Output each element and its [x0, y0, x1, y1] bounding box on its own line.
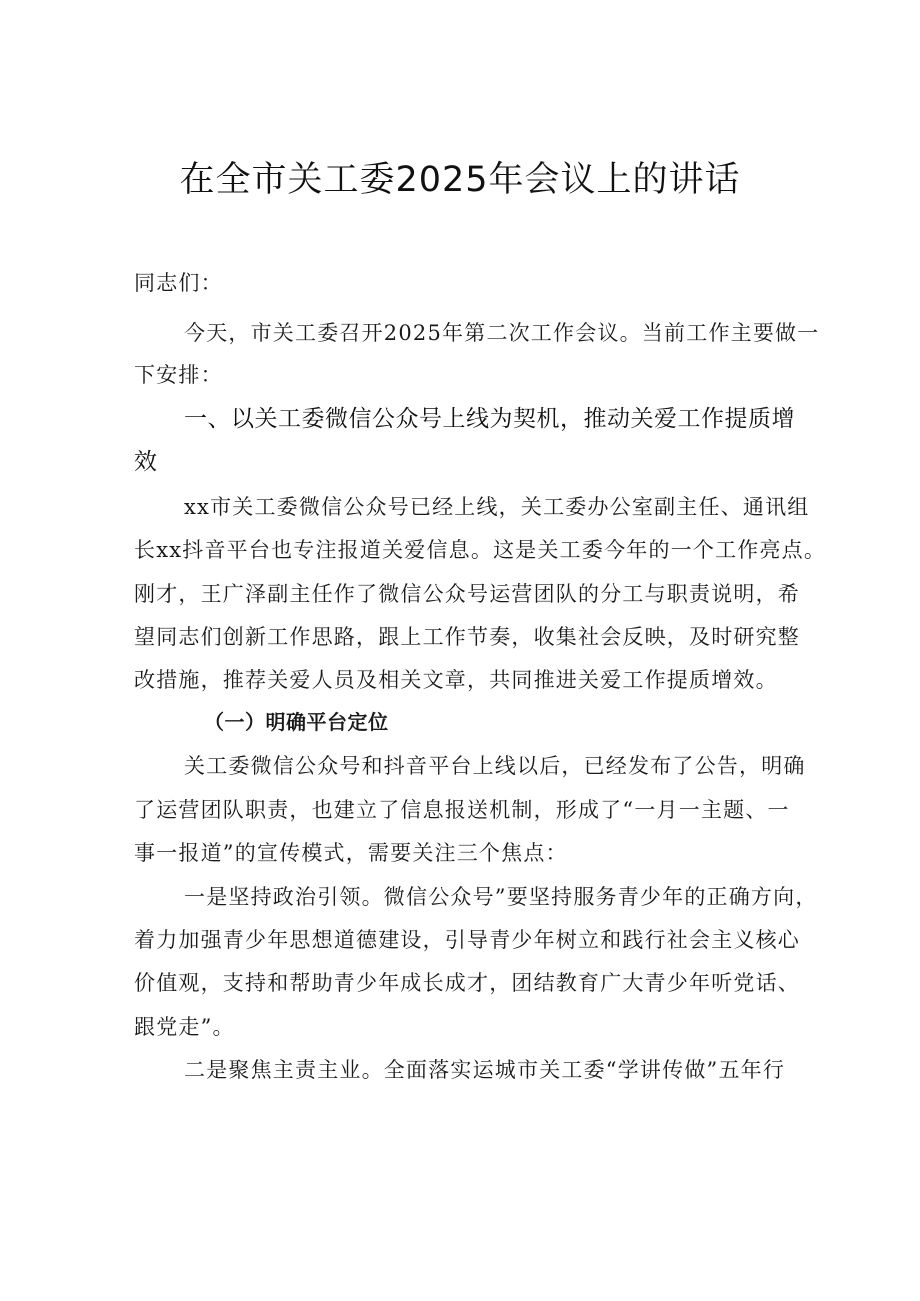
body-line: 关工委微信公众号和抖音平台上线以后，已经发布了公告，明确 [184, 754, 806, 778]
body-line: 了运营团队职责，也建立了信息报送机制，形成了“一月一主题、一 [134, 798, 790, 822]
section-heading: 效 [134, 449, 158, 475]
body-line: 二是聚焦主责主业。全面落实运城市关工委“学讲传做”五年行 [184, 1058, 786, 1082]
body-line: xx市关工委微信公众号已经上线，关工委办公室副主任、通讯组 [184, 495, 810, 519]
body-line: 刚才，王广泽副主任作了微信公众号运营团队的分工与职责说明，希 [134, 582, 800, 606]
body-line: 跟党走”。 [134, 1015, 235, 1039]
body-line: 着力加强青少年思想道德建设，引导青少年树立和践行社会主义核心 [134, 928, 800, 952]
body-line: 价值观，支持和帮助青少年成长成才，团结教育广大青少年听党话、 [134, 971, 800, 995]
document-title: 在全市关工委2025年会议上的讲话 [179, 160, 741, 200]
subsection-heading: （一）明确平台定位 [204, 710, 389, 734]
body-line: 望同志们创新工作思路，跟上工作节奏，收集社会反映，及时研究整 [134, 625, 800, 649]
intro-line: 今天，市关工委召开2025年第二次工作会议。当前工作主要做一 [184, 321, 820, 345]
section-heading: 一、以关工委微信公众号上线为契机，推动关爱工作提质增 [184, 406, 795, 432]
body-line: 一是坚持政治引领。微信公众号”要坚持服务青少年的正确方向， [184, 885, 818, 909]
body-line: 事一报道”的宣传模式，需要关注三个焦点： [134, 841, 568, 865]
body-line: 长xx抖音平台也专注报道关爱信息。这是关工委今年的一个工作亮点。 [134, 538, 827, 562]
intro-line: 下安排： [134, 363, 223, 387]
salutation: 同志们： [134, 271, 223, 295]
body-line: 改措施，推荐关爱人员及相关文章，共同推进关爱工作提质增效。 [134, 668, 778, 692]
